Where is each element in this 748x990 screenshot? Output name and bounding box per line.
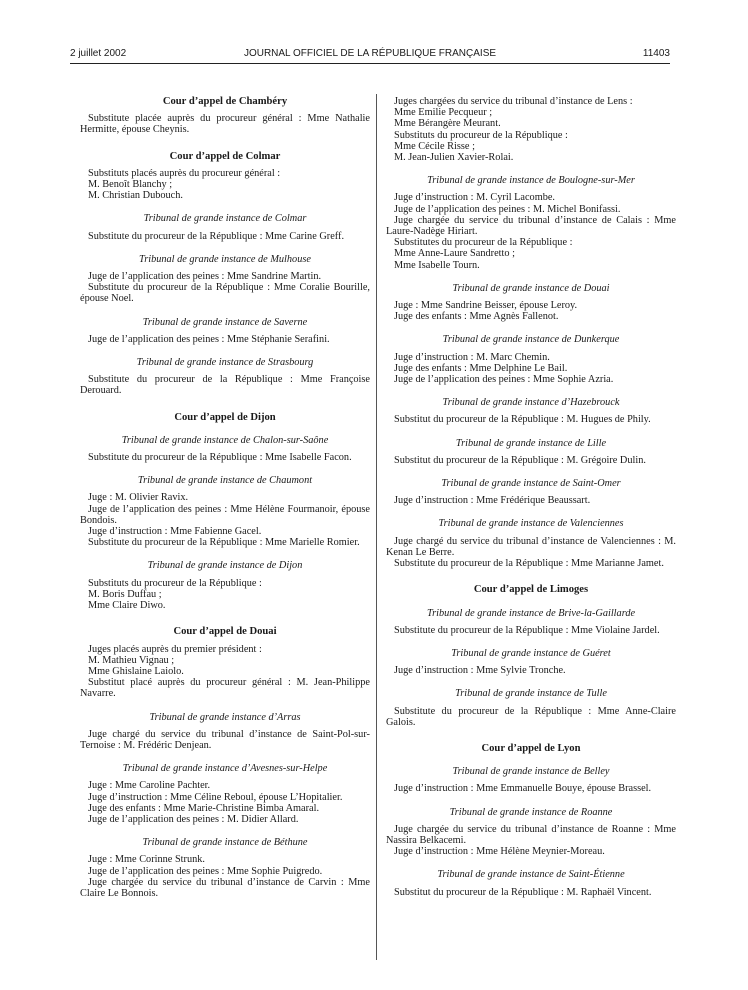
tribunal-heading: Tribunal de grande instance de Lille — [455, 437, 607, 449]
appointment-entry: Juge d’instruction : Mme Céline Reboul, épouse L’Hopitalier. — [88, 791, 343, 803]
appointment-entry: Juge chargée du service du tribunal d’instance de Calais : Mme Laure-Nadège Hiriart. — [386, 214, 676, 238]
tribunal-heading: Tribunal de grande instance de Chaumont — [137, 475, 313, 487]
appointment-entry: Juge des enfants : Mme Agnès Fallenot. — [394, 311, 559, 323]
appointment-entry: Substitute placée auprès du procureur général : Mme Nathalie Hermitte, épouse Cheynis. — [80, 113, 370, 136]
appointment-entry: Substitute du procureur de la République : Mme Anne-Claire Galois. — [386, 705, 676, 728]
court-heading: Cour d’appel de Limoges — [473, 584, 589, 596]
appointment-entry: Juge d’instruction : M. Marc Chemin. — [394, 351, 550, 363]
right-column — [386, 96, 676, 898]
appointment-line: M. Mathieu Vignau ; — [88, 654, 175, 666]
tribunal-heading: Tribunal de grande instance d’Arras — [149, 711, 301, 723]
appointment-entry: Juge de l’application des peines : M. Didier Allard. — [88, 813, 299, 825]
appointment-entry: Juge des enfants : Mme Marie-Christine Bimba Amaral. — [88, 802, 320, 814]
appointment-line: Mme Anne-Laure Sandretto ; — [394, 248, 515, 260]
appointment-entry: Juge : Mme Corinne Strunk. — [88, 854, 205, 866]
court-heading: Cour d’appel de Dijon — [174, 411, 276, 423]
appointment-entry: Juge : Mme Caroline Pachter. — [88, 780, 211, 792]
left-column — [80, 96, 370, 899]
page-header — [70, 47, 670, 61]
tribunal-heading: Tribunal de grande instance d’Avesnes-sur-Helpe — [122, 763, 328, 775]
appointment-line: Juges chargées du service du tribunal d’instance de Lens : — [394, 96, 633, 107]
header-rule — [70, 63, 670, 64]
appointment-line: M. Jean-Julien Xavier-Rolai. — [394, 152, 514, 164]
appointment-line: Mme Isabelle Tourn. — [394, 259, 480, 271]
appointment-line: M. Boris Duffau ; — [88, 588, 162, 600]
page-number: 11403 — [642, 48, 670, 59]
appointment-entry: Juge d’instruction : Mme Sylvie Tronche. — [394, 665, 566, 677]
appointment-line: Mme Cécile Risse ; — [394, 140, 475, 152]
court-heading: Cour d’appel de Douai — [173, 626, 277, 638]
tribunal-heading: Tribunal de grande instance de Colmar — [143, 213, 307, 225]
appointment-entry: Juge chargée du service du tribunal d’instance de Roanne : Mme Nassira Belkacemi. — [386, 823, 676, 846]
appointment-entry: Juge chargé du service du tribunal d’instance de Saint-Pol-sur-Ternoise : M. Frédéric Denjean. — [80, 728, 370, 751]
appointment-entry: Juge de l’application des peines : Mme Sophie Azria. — [394, 374, 614, 386]
appointment-entry: Substitute du procureur de la République : Mme Violaine Jardel. — [394, 624, 660, 636]
appointment-entry: Substitut du procureur de la République : M. Raphaël Vincent. — [394, 886, 652, 898]
appointment-line: Substituts placés auprès du procureur général : — [88, 167, 281, 179]
tribunal-heading: Tribunal de grande instance de Brive-la-Gaillarde — [426, 607, 636, 619]
court-heading: Cour d’appel de Colmar — [169, 150, 281, 162]
tribunal-heading: Tribunal de grande instance de Chalon-sur-Saône — [121, 434, 329, 446]
tribunal-heading: Tribunal de grande instance de Mulhouse — [139, 253, 311, 265]
tribunal-heading: Tribunal de grande instance de Tulle — [455, 688, 607, 700]
appointment-entry: Substitute du procureur de la République : Mme Marianne Jamet. — [394, 558, 664, 570]
appointment-entry: Juge chargée du service du tribunal d’instance de Carvin : Mme Claire Le Bonnois. — [80, 876, 370, 899]
court-heading: Cour d’appel de Chambéry — [162, 96, 288, 107]
tribunal-heading: Tribunal de grande instance de Dijon — [147, 560, 303, 572]
appointment-entry: Juge : M. Olivier Ravix. — [88, 492, 189, 504]
tribunal-heading: Tribunal de grande instance de Strasbourg — [136, 357, 314, 369]
appointment-entry: Juge d’instruction : Mme Emmanuelle Bouye, épouse Brassel. — [394, 783, 652, 795]
appointment-entry: Juge : Mme Sandrine Beisser, épouse Leroy. — [394, 300, 578, 312]
appointment-entry: Substitute du procureur de la République : Mme Carine Greff. — [88, 230, 345, 242]
appointment-entry: Substitute du procureur de la République : Mme Coralie Bourille, épouse Noel. — [80, 282, 370, 305]
column-divider — [376, 94, 377, 960]
appointment-entry: Substitute du procureur de la République : Mme Marielle Romier. — [88, 537, 360, 549]
header-title: JOURNAL OFFICIEL DE LA RÉPUBLIQUE FRANÇAISE — [243, 48, 497, 59]
appointment-line: Mme Ghislaine Laiolo. — [88, 665, 184, 677]
tribunal-heading: Tribunal de grande instance de Dunkerque — [442, 334, 620, 346]
appointment-line: M. Christian Dubouch. — [88, 190, 183, 202]
appointment-line: Mme Emilie Pecqueur ; — [394, 107, 493, 119]
tribunal-heading: Tribunal de grande instance de Saint-Omer — [441, 478, 621, 490]
appointment-line: Mme Bérangère Meurant. — [394, 118, 501, 130]
appointment-entry: Juge d’instruction : Mme Hélène Meynier-Moreau. — [394, 846, 605, 858]
appointment-entry: Juge d’instruction : Mme Frédérique Beaussart. — [394, 495, 591, 507]
tribunal-heading: Tribunal de grande instance de Roanne — [449, 806, 613, 818]
appointment-entry: Juge des enfants : Mme Delphine Le Bail. — [394, 362, 568, 374]
appointment-line: Mme Claire Diwo. — [88, 600, 166, 612]
appointment-line: Substituts du procureur de la République : — [394, 129, 568, 141]
appointment-entry: Substitut du procureur de la République : M. Grégoire Dulin. — [394, 454, 646, 466]
appointment-entry: Substitut placé auprès du procureur général : M. Jean-Philippe Navarre. — [80, 677, 370, 700]
tribunal-heading: Tribunal de grande instance d’Hazebrouck — [442, 397, 620, 409]
tribunal-heading: Tribunal de grande instance de Saint-Étienne — [437, 869, 625, 881]
appointment-entry: Juge de l’application des peines : M. Michel Bonifassi. — [394, 203, 621, 215]
appointment-entry: Juge d’instruction : Mme Fabienne Gacel. — [88, 526, 262, 538]
appointment-entry: Juge chargé du service du tribunal d’instance de Valenciennes : M. Kenan Le Berre. — [386, 535, 676, 558]
tribunal-heading: Tribunal de grande instance de Saverne — [142, 316, 308, 328]
appointment-line: Substitutes du procureur de la République : — [394, 237, 573, 249]
appointment-entry: Juge de l’application des peines : Mme Sandrine Martin. — [88, 271, 322, 283]
appointment-entry: Juge de l’application des peines : Mme Stéphanie Serafini. — [88, 333, 330, 345]
appointment-line: Substituts du procureur de la République : — [88, 577, 262, 589]
appointment-entry: Juge de l’application des peines : Mme Sophie Puigredo. — [88, 865, 323, 877]
appointment-entry: Substitute du procureur de la République : Mme Isabelle Facon. — [88, 452, 352, 464]
appointment-entry: Substitute du procureur de la République : Mme Françoise Derouard. — [80, 374, 370, 397]
appointment-entry: Juge d’instruction : M. Cyril Lacombe. — [394, 192, 556, 204]
header-date: 2 juillet 2002 — [70, 48, 127, 59]
tribunal-heading: Tribunal de grande instance de Valenciennes — [438, 518, 624, 530]
appointment-entry: Juge de l’application des peines : Mme Hélène Fourmanoir, épouse Bondois. — [80, 503, 370, 526]
tribunal-heading: Tribunal de grande instance de Boulogne-sur-Mer — [427, 175, 635, 187]
appointment-line: Juges placés auprès du premier président : — [88, 643, 262, 655]
tribunal-heading: Tribunal de grande instance de Béthune — [142, 837, 308, 849]
appointment-line: M. Benoît Blanchy ; — [88, 179, 173, 191]
tribunal-heading: Tribunal de grande instance de Guéret — [451, 647, 611, 659]
tribunal-heading: Tribunal de grande instance de Belley — [452, 766, 610, 778]
appointment-entry: Substitut du procureur de la République : M. Hugues de Phily. — [394, 414, 651, 426]
court-heading: Cour d’appel de Lyon — [481, 742, 581, 754]
tribunal-heading: Tribunal de grande instance de Douai — [452, 282, 610, 294]
